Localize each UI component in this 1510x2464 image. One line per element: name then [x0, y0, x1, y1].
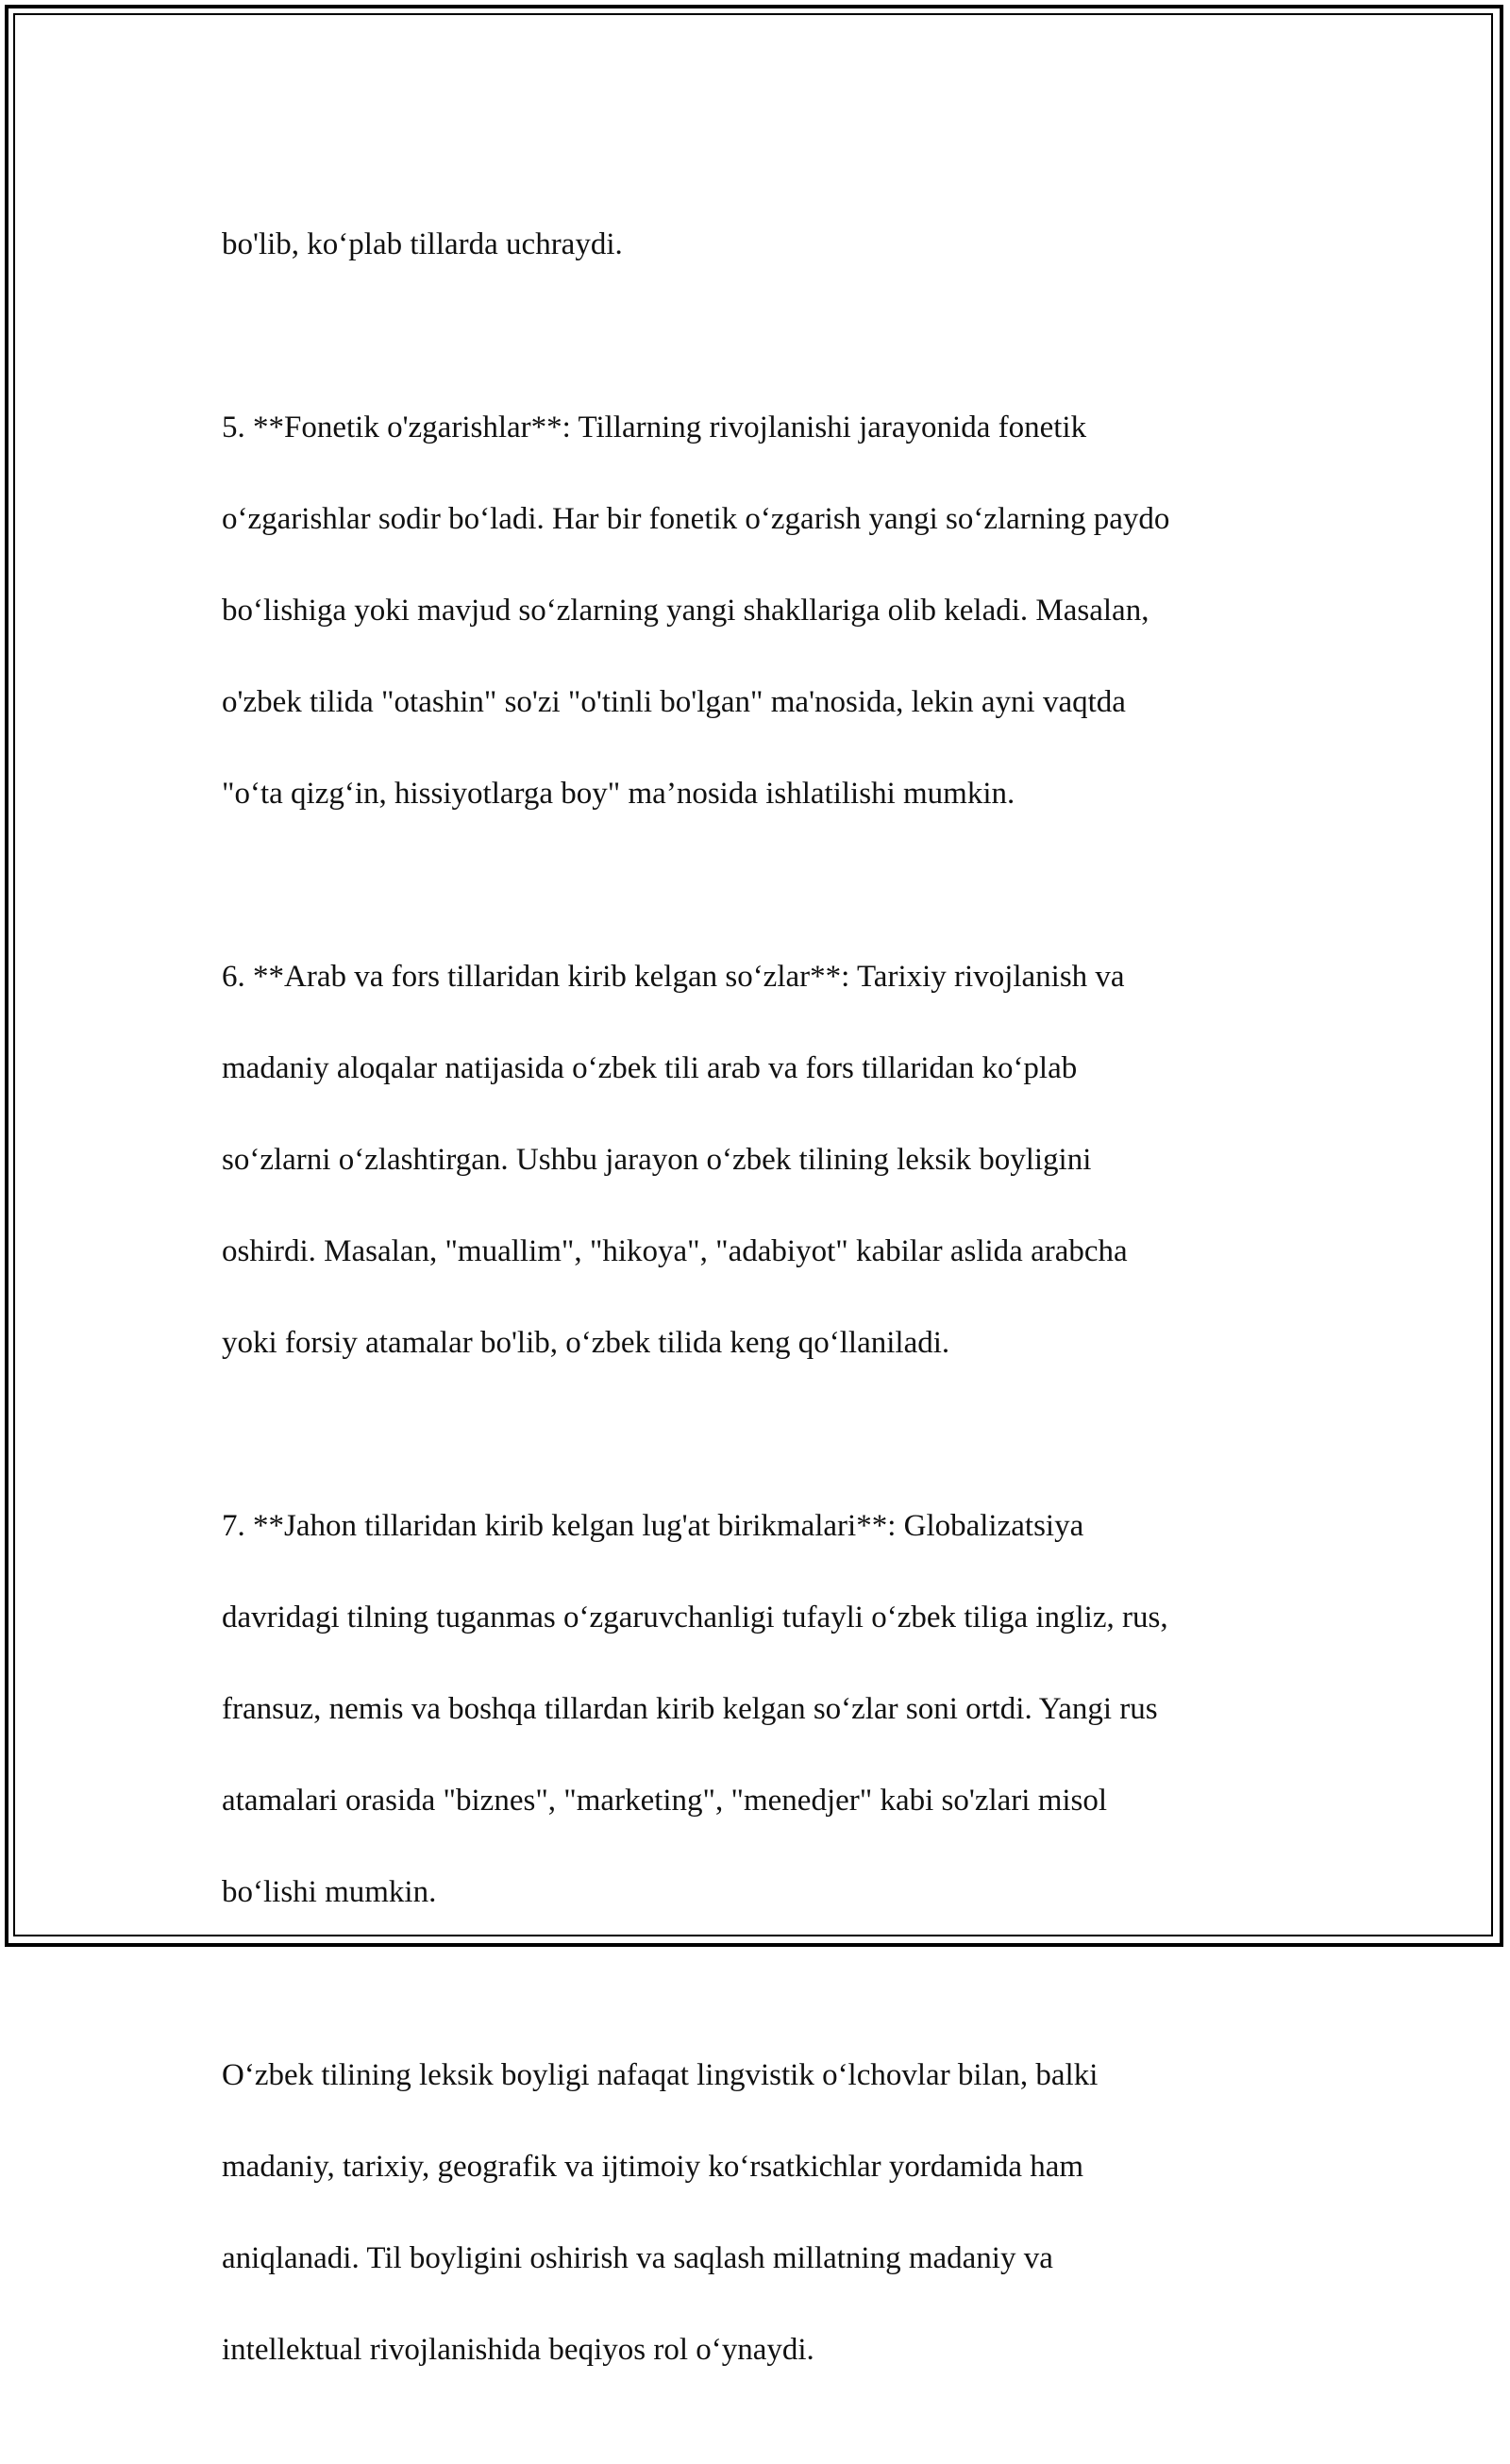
paragraph-conclusion — [222, 2006, 1298, 2419]
paragraph-continuation — [222, 176, 1298, 313]
text-line: yoki forsiy atamalar bo'lib, o‘zbek tilida keng qo‘llaniladi. — [222, 1325, 950, 1360]
text-line: bo‘lishi mumkin. — [222, 1874, 437, 1909]
paragraph-item-6 — [222, 908, 1298, 1412]
text-line: 7. **Jahon tillaridan kirib kelgan lug'at birikmalari**: Globalizatsiya — [222, 1508, 1084, 1543]
text-line: so‘zlarni o‘zlashtirgan. Ushbu jarayon o‘zbek tilining leksik boyligini — [222, 1142, 1092, 1177]
text-line: 5. **Fonetik o'zgarishlar**: Tillarning rivojlanishi jarayonida fonetik — [222, 410, 1087, 444]
paragraph-item-7 — [222, 1457, 1298, 1961]
document-body — [222, 176, 1298, 2464]
text-line: fransuz, nemis va boshqa tillardan kirib kelgan so‘zlar soni ortdi. Yangi rus — [222, 1691, 1158, 1726]
text-line: oshirdi. Masalan, "muallim", "hikoya", "adabiyot" kabilar aslida arabcha — [222, 1233, 1128, 1268]
text-line: 6. **Arab va fors tillaridan kirib kelgan so‘zlar**: Tarixiy rivojlanish va — [222, 959, 1125, 994]
text-line: madaniy aloqalar natijasida o‘zbek tili arab va fors tillaridan ko‘plab — [222, 1050, 1078, 1085]
text-line: o‘zgarishlar sodir bo‘ladi. Har bir fonetik o‘zgarish yangi so‘zlarning paydo — [222, 501, 1170, 536]
text-line: atamalari orasida "biznes", "marketing", "menedjer" kabi so'zlari misol — [222, 1783, 1108, 1818]
text-line: O‘zbek tilining leksik boyligi nafaqat lingvistik o‘lchovlar bilan, balki — [222, 2057, 1099, 2092]
text-line: bo'lib, ko‘plab tillarda uchraydi. — [222, 226, 623, 261]
text-line: intellektual rivojlanishida beqiyos rol o‘ynaydi. — [222, 2332, 814, 2367]
text-line: aniqlanadi. Til boyligini oshirish va saqlash millatning madaniy va — [222, 2240, 1053, 2275]
text-line: "o‘ta qizg‘in, hissiyotlarga boy" ma’nosida ishlatilishi mumkin. — [222, 776, 1015, 811]
text-line: o'zbek tilida "otashin" so'zi "o'tinli bo'lgan" ma'nosida, lekin ayni vaqtda — [222, 684, 1126, 719]
text-line: davridagi tilning tuganmas o‘zgaruvchanligi tufayli o‘zbek tiliga ingliz, rus, — [222, 1600, 1168, 1634]
text-line: madaniy, tarixiy, geografik va ijtimoiy ko‘rsatkichlar yordamida ham — [222, 2149, 1084, 2184]
paragraph-item-5 — [222, 359, 1298, 863]
text-line: bo‘lishiga yoki mavjud so‘zlarning yangi shakllariga olib keladi. Masalan, — [222, 593, 1149, 628]
